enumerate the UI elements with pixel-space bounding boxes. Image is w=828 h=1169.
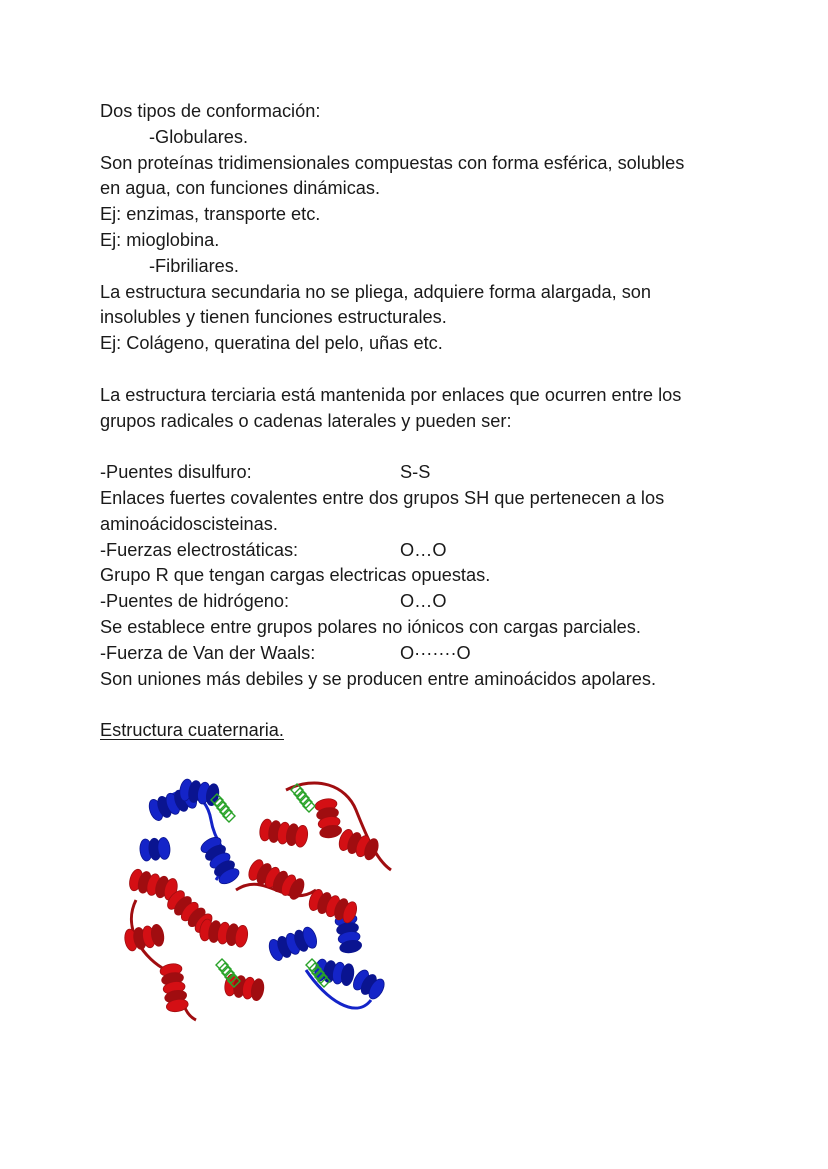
bond-name: -Puentes disulfuro: bbox=[100, 462, 252, 483]
fibrillar-example: Ej: Colágeno, queratina del pelo, uñas etc. bbox=[100, 333, 443, 354]
globular-example: Ej: enzimas, transporte etc. bbox=[100, 204, 321, 225]
tertiary-intro-line: grupos radicales o cadenas laterales y pueden ser: bbox=[100, 410, 512, 431]
heme-group bbox=[291, 784, 315, 812]
helix-red bbox=[307, 888, 360, 925]
bond-symbol: S-S bbox=[400, 462, 431, 483]
helix-red bbox=[258, 818, 309, 848]
document-body bbox=[100, 99, 740, 744]
hemoglobin-structure-image bbox=[116, 770, 408, 1032]
bond-name: -Fuerzas electrostáticas: bbox=[100, 539, 299, 560]
helix-red bbox=[314, 797, 342, 839]
tertiary-intro-line: La estructura terciaria está mantenida por enlaces que ocurren entre los bbox=[100, 384, 682, 405]
globular-heading: -Globulares. bbox=[149, 126, 249, 147]
helix-blue bbox=[350, 967, 387, 1001]
bond-row-electrostatic bbox=[100, 538, 740, 564]
bond-symbol: O·······O bbox=[400, 642, 471, 663]
bond-symbol: O…O bbox=[400, 591, 447, 612]
bond-description: Enlaces fuertes covalentes entre dos grupos SH que pertenecen a los bbox=[100, 487, 665, 508]
bond-description: Grupo R que tengan cargas electricas opuestas. bbox=[100, 565, 491, 586]
bond-description: aminoácidoscisteinas. bbox=[100, 513, 278, 534]
bond-row-disulfide bbox=[100, 460, 740, 486]
fibrillar-description-line: La estructura secundaria no se pliega, adquiere forma alargada, son bbox=[100, 281, 652, 302]
paragraph-spacer bbox=[100, 692, 740, 718]
bond-symbol: O…O bbox=[400, 539, 447, 560]
globular-description-line: Son proteínas tridimensionales compuestas con forma esférica, solubles bbox=[100, 152, 685, 173]
fibrillar-heading: -Fibriliares. bbox=[149, 255, 239, 276]
helix-blue bbox=[267, 925, 320, 962]
helix-blue bbox=[198, 834, 241, 887]
ribbon-helices bbox=[123, 778, 391, 1020]
helix-red bbox=[246, 857, 307, 901]
bond-row-van-der-waals bbox=[100, 641, 740, 667]
quaternary-heading: Estructura cuaternaria. bbox=[100, 720, 284, 741]
paragraph-spacer bbox=[100, 434, 740, 460]
globular-description-line: en agua, con funciones dinámicas. bbox=[100, 178, 381, 199]
protein-ribbon-illustration bbox=[116, 770, 408, 1032]
helix-red bbox=[159, 962, 189, 1013]
conformation-intro: Dos tipos de conformación: bbox=[100, 101, 321, 121]
bond-description: Se establece entre grupos polares no iónicos con cargas parciales. bbox=[100, 616, 641, 637]
helix-red bbox=[337, 828, 381, 862]
bond-description: Son uniones más debiles y se producen entre aminoácidos apolares. bbox=[100, 668, 657, 689]
bond-row-hydrogen bbox=[100, 589, 740, 615]
helix-blue bbox=[139, 837, 171, 862]
helix-red bbox=[123, 923, 165, 951]
bond-name: -Fuerza de Van der Waals: bbox=[100, 642, 316, 663]
paragraph-spacer bbox=[100, 357, 740, 383]
fibrillar-description-line: insolubles y tienen funciones estructurales. bbox=[100, 307, 447, 328]
helix-red bbox=[198, 918, 249, 948]
globular-example: Ej: mioglobina. bbox=[100, 229, 220, 250]
bond-name: -Puentes de hidrógeno: bbox=[100, 591, 290, 612]
